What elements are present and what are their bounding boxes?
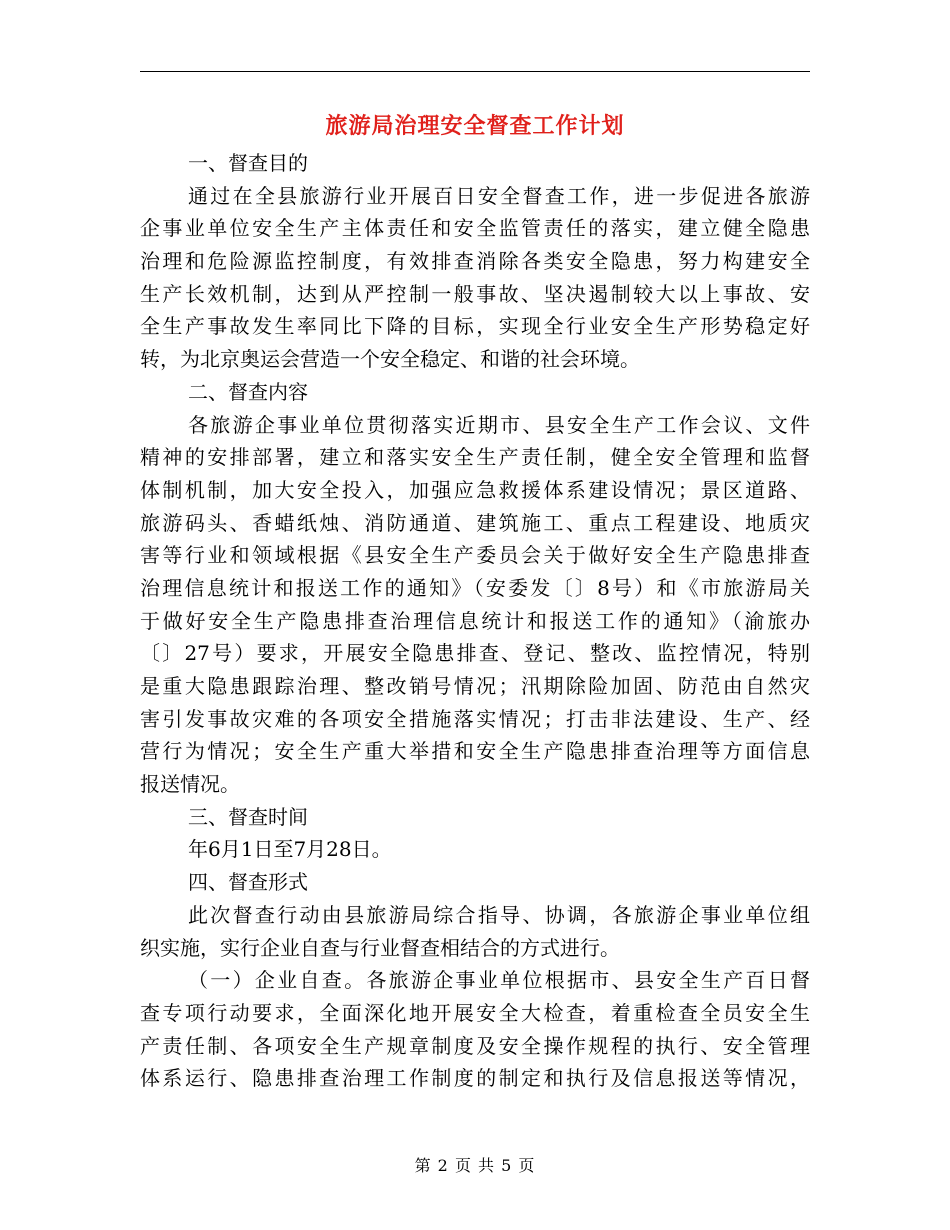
body-line: （一）企业自查。各旅游企事业单位根据市、县安全生产百日督	[188, 968, 810, 993]
body-line: 企事业单位安全生产主体责任和安全监管责任的落实，建立健全隐患	[140, 216, 810, 241]
body-line: 此次督查行动由县旅游局综合指导、协调，各旅游企事业单位组	[188, 902, 810, 927]
body-line: 害引发事故灾难的各项安全措施落实情况；打击非法建设、生产、经	[140, 706, 810, 731]
body-line: 治理信息统计和报送工作的通知》（安委发〔〕8号）和《市旅游局关	[140, 575, 810, 600]
body-line: 查专项行动要求，全面深化地开展安全大检查，着重检查全员安全生	[140, 1000, 810, 1025]
body-line: 全生产事故发生率同比下降的目标，实现全行业安全生产形势稳定好	[140, 314, 810, 339]
body-line: 报送情况。	[140, 772, 240, 797]
body-line: 各旅游企事业单位贯彻落实近期市、县安全生产工作会议、文件	[188, 412, 810, 437]
body-line: 生产长效机制，达到从严控制一般事故、坚决遏制较大以上事故、安	[140, 281, 810, 306]
body-line: 通过在全县旅游行业开展百日安全督查工作，进一步促进各旅游	[188, 183, 810, 208]
body-line: 体系运行、隐患排查治理工作制度的制定和执行及信息报送等情况，	[140, 1066, 810, 1091]
body-line: 治理和危险源监控制度，有效排查消除各类安全隐患，努力构建安全	[140, 249, 810, 274]
body-line: 精神的安排部署，建立和落实安全生产责任制，健全安全管理和监督	[140, 445, 810, 470]
body-line: 旅游码头、香蜡纸烛、消防通道、建筑施工、重点工程建设、地质灾	[140, 510, 810, 535]
document-title: 旅游局治理安全督查工作计划	[325, 113, 625, 139]
page-number-footer: 第 2 页 共 5 页	[414, 1156, 536, 1175]
body-line: 三、督查时间	[188, 804, 308, 829]
body-line: 〔〕27号）要求，开展安全隐患排查、登记、整改、监控情况，特别	[140, 641, 810, 666]
body-line: 一、督查目的	[188, 151, 308, 175]
body-line: 四、督查形式	[188, 870, 308, 895]
body-line: 产责任制、各项安全生产规章制度及安全操作规程的执行、安全管理	[140, 1033, 810, 1058]
body-line: 织实施，实行企业自查与行业督查相结合的方式进行。	[140, 935, 620, 960]
body-line: 年6月1日至7月28日。	[188, 837, 392, 862]
body-line: 害等行业和领域根据《县安全生产委员会关于做好安全生产隐患排查	[140, 543, 810, 568]
body-line: 转，为北京奥运会营造一个安全稳定、和谐的社会环境。	[140, 347, 640, 372]
body-line: 体制机制，加大安全投入，加强应急救援体系建设情况；景区道路、	[140, 477, 810, 502]
header-rule	[140, 71, 810, 72]
body-line: 营行为情况；安全生产重大举措和安全生产隐患排查治理等方面信息	[140, 739, 810, 764]
document-body	[140, 147, 810, 1095]
body-line: 二、督查内容	[188, 379, 308, 404]
body-line: 于做好安全生产隐患排查治理信息统计和报送工作的通知》（渝旅办	[140, 608, 810, 633]
body-line: 是重大隐患跟踪治理、整改销号情况；汛期除险加固、防范由自然灾	[140, 674, 810, 698]
